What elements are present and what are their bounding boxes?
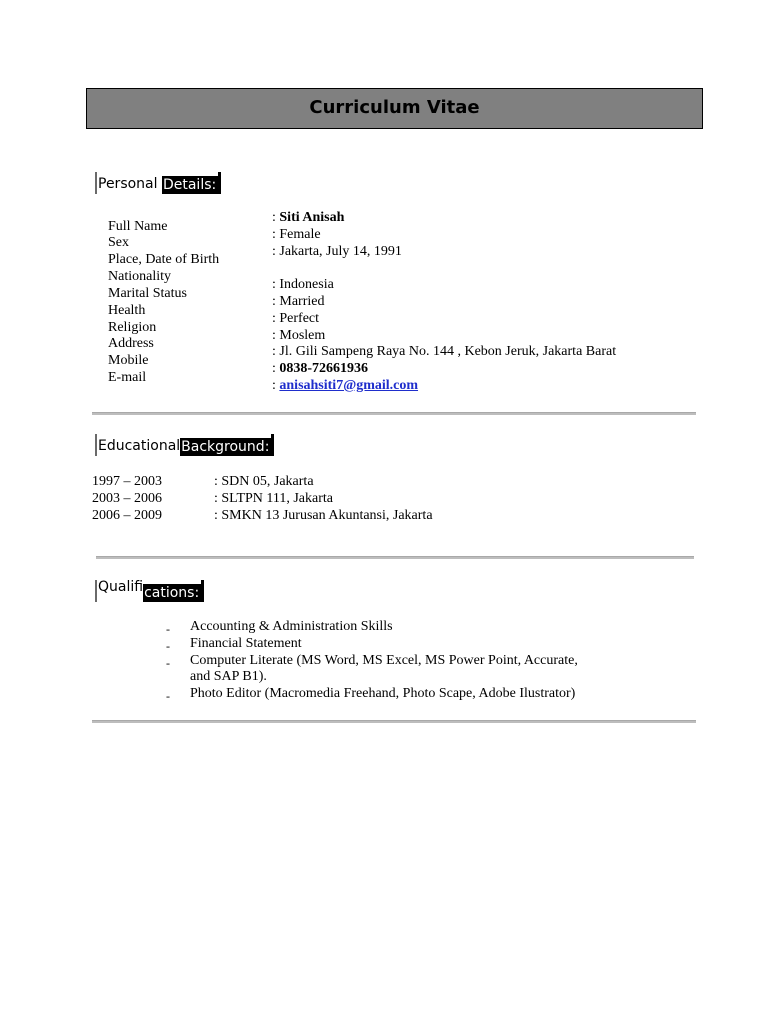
value-marital-status [272,294,324,311]
edu-school: : SDN 05, Jakarta [214,474,314,489]
edu-school: : SMKN 13 Jurusan Akuntansi, Jakarta [214,508,433,523]
heading-highlight: Details: [162,177,217,193]
separator: : [272,344,276,359]
full-name-value: Siti Anisah [279,210,345,225]
qualification-item: Computer Literate (MS Word, MS Excel, MS Power Point, Accurate, [190,653,578,668]
edu-year: 2006 – 2009 [92,508,162,523]
birth-value: Jakarta, July 14, 1991 [279,244,402,259]
educational-background-heading [95,434,274,460]
label-religion: Religion [108,320,157,335]
edu-year: 1997 – 2003 [92,474,162,489]
qualification-item: Financial Statement [190,636,302,651]
bullet-dash: - [166,689,170,703]
label-place-date-of-birth: Place, Date of Birth [108,252,220,267]
mobile-value: 0838-72661936 [279,361,369,376]
label-marital-status: Marital Status [108,286,187,301]
value-address [272,344,616,361]
qualification-item-continuation: and SAP B1). [190,669,267,684]
heading-word: Educational [98,438,181,454]
value-nationality [272,277,334,294]
heading-right-bar [271,434,274,456]
label-mobile: Mobile [108,353,149,368]
label-sex: Sex [108,235,129,250]
section-divider [92,412,696,415]
separator: : [272,311,276,326]
email-link[interactable]: anisahsiti7@gmail.com [279,378,419,393]
label-full-name: Full Name [108,219,168,234]
value-email [272,378,418,395]
value-place-date-of-birth [272,244,402,261]
qualifications-heading [95,578,204,604]
label-address: Address [108,336,154,351]
heading-word: Personal [98,176,158,192]
page-title: Curriculum Vitae [309,97,480,118]
separator: : [272,244,276,259]
heading-highlight: cations: [144,585,200,601]
label-nationality: Nationality [108,269,171,284]
heading-highlight: Background: [181,439,270,455]
label-health: Health [108,303,146,318]
value-health [272,311,319,328]
edu-year: 2003 – 2006 [92,491,162,506]
bullet-dash: - [166,656,170,670]
religion-value: Moslem [279,328,326,343]
value-full-name [272,210,344,227]
section-divider [96,556,694,559]
separator: : [272,328,276,343]
bullet-dash: - [166,622,170,636]
health-value: Perfect [279,311,320,326]
separator: : [272,210,276,225]
marital-status-value: Married [279,294,325,309]
value-sex [272,227,321,244]
section-divider [92,720,696,723]
separator: : [272,277,276,292]
bullet-dash: - [166,639,170,653]
value-religion [272,328,325,345]
qualification-item: Accounting & Administration Skills [190,619,393,634]
heading-word: Qualifi [98,579,144,595]
heading-right-bar [218,172,221,194]
heading-right-bar [201,580,204,602]
nationality-value: Indonesia [279,277,334,292]
edu-school: : SLTPN 111, Jakarta [214,491,333,506]
title-box [86,88,703,129]
personal-details-heading [95,172,221,198]
address-value: Jl. Gili Sampeng Raya No. 144 , Kebon Jeruk, Jakarta Barat [279,344,617,359]
separator: : [272,227,276,242]
separator: : [272,294,276,309]
separator: : [272,361,276,376]
label-email: E-mail [108,370,147,385]
value-mobile [272,361,368,378]
qualification-item: Photo Editor (Macromedia Freehand, Photo Scape, Adobe Ilustrator) [190,686,576,701]
sex-value: Female [279,227,321,242]
separator: : [272,378,276,393]
